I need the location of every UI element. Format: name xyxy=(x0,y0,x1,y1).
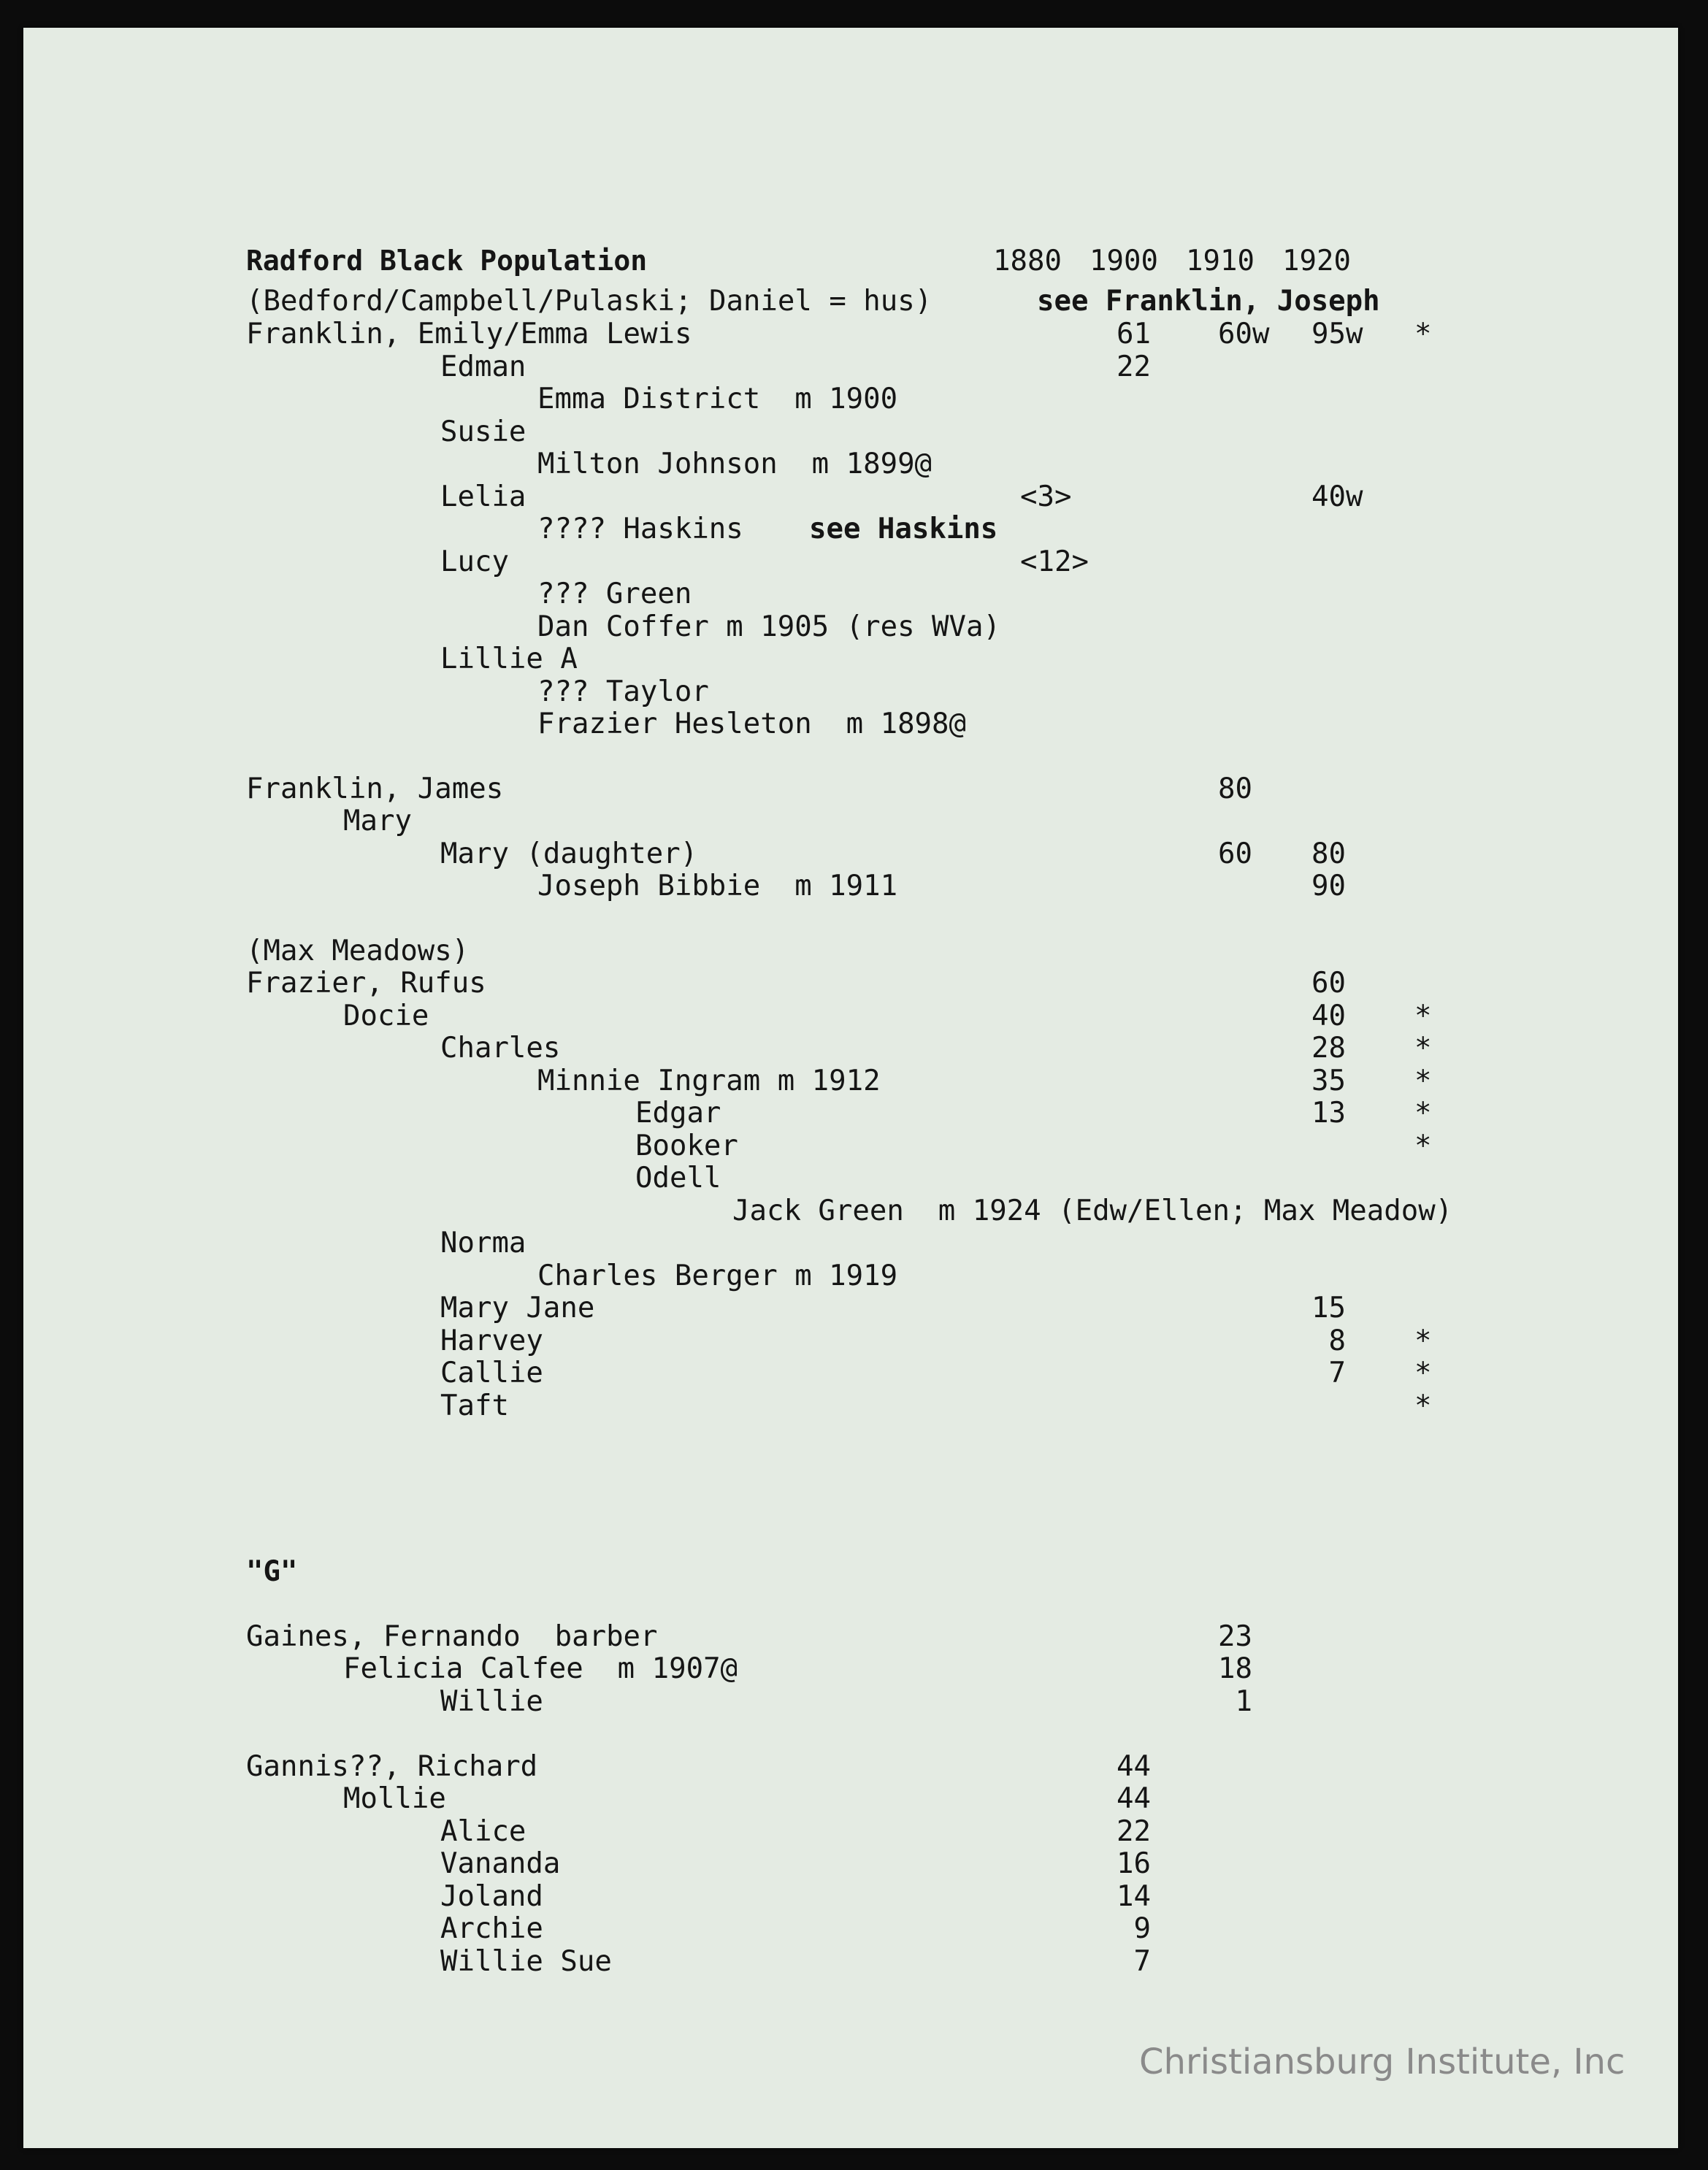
record-row xyxy=(23,1324,1678,1357)
record-row xyxy=(23,1000,1678,1032)
record-name: Charles xyxy=(440,1032,561,1065)
record-name: Odell xyxy=(635,1162,721,1195)
record-name: Taft xyxy=(440,1389,509,1422)
asterisk-mark: * xyxy=(1414,1357,1432,1389)
record-name: ???? Haskins xyxy=(537,513,743,545)
count-1880: <12> xyxy=(1020,545,1089,578)
count-1920: 28 xyxy=(1311,1032,1346,1065)
record-row xyxy=(23,1292,1678,1324)
record-name: Frazier Hesleton m 1898@ xyxy=(537,708,966,740)
record-row xyxy=(23,1195,1678,1227)
record-row xyxy=(23,935,1678,967)
count-1910: 60 xyxy=(1218,837,1252,870)
record-name: Lillie A xyxy=(440,643,578,675)
record-name: Booker xyxy=(635,1130,738,1162)
record-name: Callie xyxy=(440,1357,543,1389)
record-name: Susie xyxy=(440,415,526,448)
year-1900-heading: 1900 xyxy=(1089,245,1158,277)
record-name: Docie xyxy=(343,1000,429,1032)
record-row xyxy=(23,837,1678,870)
page-title: Radford Black Population xyxy=(246,245,648,277)
record-name: Gannis??, Richard xyxy=(246,1750,538,1783)
count-1920: 13 xyxy=(1311,1097,1346,1130)
count-1910: 18 xyxy=(1218,1652,1252,1685)
record-row xyxy=(23,578,1678,610)
record-row xyxy=(23,1880,1678,1912)
record-name: Mary Jane xyxy=(440,1292,595,1324)
record-row xyxy=(23,1945,1678,1977)
record-row xyxy=(23,513,1678,545)
record-name: Norma xyxy=(440,1227,526,1260)
count-1900: 16 xyxy=(1117,1847,1151,1880)
record-row xyxy=(23,318,1678,350)
count-1900: 44 xyxy=(1117,1782,1151,1815)
count-1880: <3> xyxy=(1020,480,1072,513)
asterisk-mark: * xyxy=(1414,1000,1432,1032)
record-row xyxy=(23,610,1678,643)
count-1900: 44 xyxy=(1117,1750,1151,1783)
count-1900: 9 xyxy=(1117,1912,1151,1945)
record-row xyxy=(23,1815,1678,1847)
record-name: ??? Green xyxy=(537,578,692,610)
count-1920: 7 xyxy=(1311,1357,1346,1389)
record-name: ??? Taylor xyxy=(537,675,709,708)
record-row xyxy=(23,870,1678,902)
record-name: Joseph Bibbie m 1911 xyxy=(537,870,898,902)
record-row xyxy=(23,1847,1678,1879)
count-1910: 23 xyxy=(1218,1620,1252,1653)
record-name: Dan Coffer m 1905 (res WVa) xyxy=(537,610,1000,643)
record-name: "G" xyxy=(246,1555,298,1588)
record-name: Mollie xyxy=(343,1782,446,1815)
record-name: Edman xyxy=(440,350,526,383)
count-1900: 22 xyxy=(1117,1815,1151,1848)
record-name: Charles Berger m 1919 xyxy=(537,1260,898,1292)
record-name: Milton Johnson m 1899@ xyxy=(537,448,932,480)
count-1920: 95w xyxy=(1311,318,1363,350)
watermark: Christiansburg Institute, Inc xyxy=(1139,2041,1625,2082)
record-row xyxy=(23,1162,1678,1194)
record-name: Emma District m 1900 xyxy=(537,383,898,415)
record-row xyxy=(23,1260,1678,1292)
asterisk-mark: * xyxy=(1414,1389,1432,1422)
count-1920: 15 xyxy=(1311,1292,1346,1324)
record-name: (Bedford/Campbell/Pulaski; Daniel = hus) xyxy=(246,285,932,318)
asterisk-mark: * xyxy=(1414,1065,1432,1097)
record-row xyxy=(23,285,1678,317)
year-1880-heading: 1880 xyxy=(993,245,1062,277)
record-row xyxy=(23,1389,1678,1422)
record-name: Felicia Calfee m 1907@ xyxy=(343,1652,738,1685)
count-1920: 90 xyxy=(1311,870,1346,902)
record-name: Archie xyxy=(440,1912,543,1945)
record-row xyxy=(23,415,1678,448)
record-name: (Max Meadows) xyxy=(246,935,470,967)
count-1920: 35 xyxy=(1311,1065,1346,1097)
record-row xyxy=(23,967,1678,999)
record-name: Joland xyxy=(440,1880,543,1913)
record-name: Lelia xyxy=(440,480,526,513)
record-name: Mary xyxy=(343,805,412,837)
record-name: Jack Green m 1924 (Edw/Ellen; Max Meadow) xyxy=(732,1195,1453,1227)
record-row xyxy=(23,805,1678,837)
record-name: Lucy xyxy=(440,545,509,578)
record-row xyxy=(23,1097,1678,1129)
year-1920-heading: 1920 xyxy=(1282,245,1351,277)
record-row xyxy=(23,383,1678,415)
count-1920: 80 xyxy=(1311,837,1346,870)
asterisk-mark: * xyxy=(1414,1032,1432,1065)
record-name: Franklin, James xyxy=(246,772,504,805)
asterisk-mark: * xyxy=(1414,1324,1432,1357)
record-row xyxy=(23,1652,1678,1684)
count-1900: 7 xyxy=(1117,1945,1151,1978)
count-1920: 60 xyxy=(1311,967,1346,1000)
record-name: Edgar xyxy=(635,1097,721,1130)
cross-reference-note: see Franklin, Joseph xyxy=(1037,285,1380,318)
record-name: Willie xyxy=(440,1685,543,1718)
record-row xyxy=(23,350,1678,383)
record-row xyxy=(23,675,1678,708)
record-name: Vananda xyxy=(440,1847,561,1880)
record-name: Frazier, Rufus xyxy=(246,967,486,1000)
count-1920: 8 xyxy=(1311,1324,1346,1357)
record-row xyxy=(23,1032,1678,1064)
asterisk-mark: * xyxy=(1414,1097,1432,1130)
count-1910: 80 xyxy=(1218,772,1252,805)
cross-reference-note: see Haskins xyxy=(809,513,998,545)
record-row xyxy=(23,448,1678,480)
record-row xyxy=(23,1620,1678,1652)
record-name: Mary (daughter) xyxy=(440,837,698,870)
record-name: Gaines, Fernando barber xyxy=(246,1620,658,1653)
count-1910: 60w xyxy=(1218,318,1270,350)
asterisk-mark: * xyxy=(1414,1130,1432,1162)
count-1910: 1 xyxy=(1218,1685,1252,1718)
record-row xyxy=(23,545,1678,578)
count-1900: 22 xyxy=(1117,350,1151,383)
document-page xyxy=(23,28,1678,2148)
record-row xyxy=(23,708,1678,740)
record-row xyxy=(23,1912,1678,1944)
record-row xyxy=(23,1750,1678,1782)
record-row xyxy=(23,643,1678,675)
record-name: Franklin, Emily/Emma Lewis xyxy=(246,318,692,350)
record-row xyxy=(23,1357,1678,1389)
count-1900: 14 xyxy=(1117,1880,1151,1913)
record-name: Alice xyxy=(440,1815,526,1848)
count-1900: 61 xyxy=(1117,318,1151,350)
count-1920: 40w xyxy=(1311,480,1363,513)
record-row xyxy=(23,1130,1678,1162)
record-name: Minnie Ingram m 1912 xyxy=(537,1065,881,1097)
record-row xyxy=(23,1685,1678,1717)
record-name: Willie Sue xyxy=(440,1945,612,1978)
record-row xyxy=(23,480,1678,513)
year-1910-heading: 1910 xyxy=(1186,245,1255,277)
record-row xyxy=(23,1227,1678,1259)
record-row xyxy=(23,1555,1678,1587)
record-name: Harvey xyxy=(440,1324,543,1357)
count-1920: 40 xyxy=(1311,1000,1346,1032)
population-records xyxy=(23,28,1678,2148)
record-row xyxy=(23,1065,1678,1097)
record-row xyxy=(23,1782,1678,1814)
asterisk-mark: * xyxy=(1414,318,1432,350)
record-row xyxy=(23,772,1678,805)
